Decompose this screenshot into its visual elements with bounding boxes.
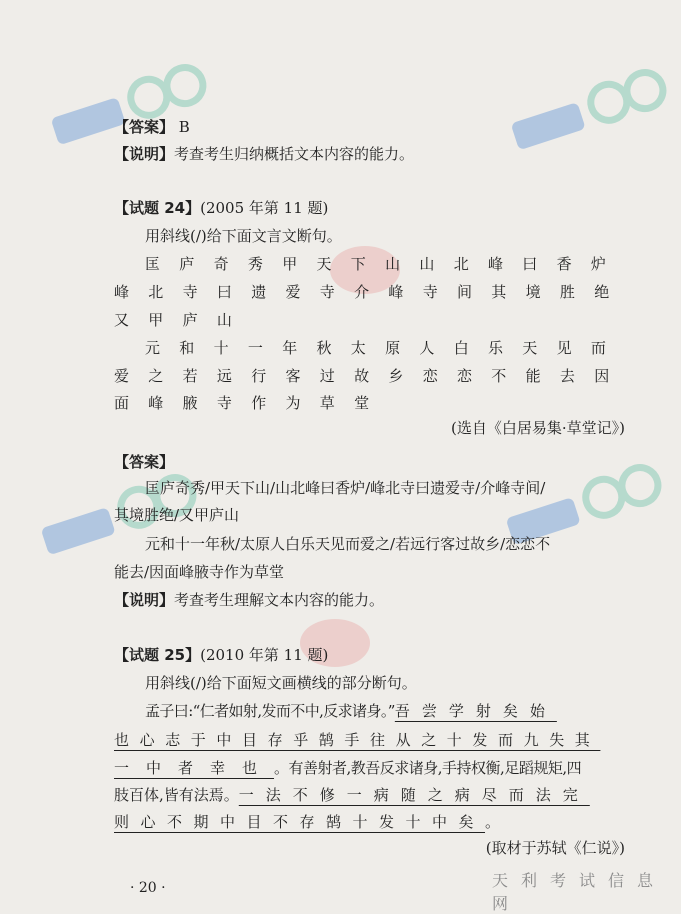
question-label: 【试题 25】 [114,646,201,664]
underlined-passage: 也心志于中目存乎鹄手往从之十发而九失其 [114,731,601,749]
explain-label: 【说明】 [114,145,175,163]
explain-line [114,590,384,610]
passage-row: 面峰腋寺作为草堂 [114,394,389,412]
passage-row: 峰北寺曰遗爱寺介峰寺间其境胜绝 [114,283,629,301]
question-title [114,198,328,218]
passage-text: 。有善射者,教吾反求诸身,手持权衡,足蹈规矩,四 [274,759,582,777]
answer-text: 其境胜绝/又甲庐山 [114,506,240,524]
answer-text: 匡庐奇秀/甲天下山/山北峰曰香炉/峰北寺曰遗爱寺/介峰寺间/ [145,479,546,497]
underlined-passage: 则心不期中目不存鹄十发十中矣 [114,813,486,831]
answer-line [114,117,190,137]
footer-watermark: 天利考试信息网 [492,871,667,913]
instruction: 用斜线(/)给下面短文画横线的部分断句。 [145,674,417,692]
underlined-passage: 吾尝学射矣始 [394,702,557,720]
passage-row: 元和十一年秋太原人白乐天见而 [145,339,626,357]
question-label: 【试题 24】 [114,199,201,217]
citation: (取材于苏轼《仁说》) [485,839,625,857]
answer-text: 能去/因面峰腋寺作为草堂 [114,563,285,581]
explain-text: 考查考生理解文本内容的能力。 [174,591,385,609]
passage-row: 又甲庐山 [114,311,252,329]
passage-row [145,701,557,721]
passage-text: 孟子曰:“仁者如射,发而不中,反求诸身。” [145,702,395,720]
passage-row: 匡庐奇秀甲天下山山北峰曰香炉 [145,255,626,273]
answer-value: B [178,118,190,136]
watermark-logo [500,65,670,155]
question-source: (2005 年第 11 题) [200,199,329,217]
question-source: (2010 年第 11 题) [200,646,329,664]
instruction: 用斜线(/)给下面文言文断句。 [145,227,342,245]
passage-text: 肢百体,皆有法焉。 [114,786,239,804]
page-number: · 20 · [130,880,166,896]
passage-text: 。 [485,813,501,831]
answer-text: 元和十一年秋/太原人白乐天见而爱之/若远行客过故乡/恋恋不 [145,535,551,553]
passage-row [114,785,590,805]
underlined-passage: 一中者幸也 [114,759,275,777]
answer-label: 【答案】 [114,118,175,136]
underlined-passage: 一法不修一病随之病尽而法完 [238,786,590,804]
question-title [114,645,328,665]
explain-text: 考查考生归纳概括文本内容的能力。 [174,145,415,163]
passage-row: 爱之若远行客过故乡恋恋不能去因 [114,367,629,385]
watermark-stamp [290,608,380,678]
explain-label: 【说明】 [114,591,175,609]
answer-label: 【答案】 [114,453,175,471]
citation: (选自《白居易集·草堂记》) [451,419,625,437]
passage-row [114,758,581,778]
passage-row [114,812,500,832]
explain-line [114,144,414,164]
